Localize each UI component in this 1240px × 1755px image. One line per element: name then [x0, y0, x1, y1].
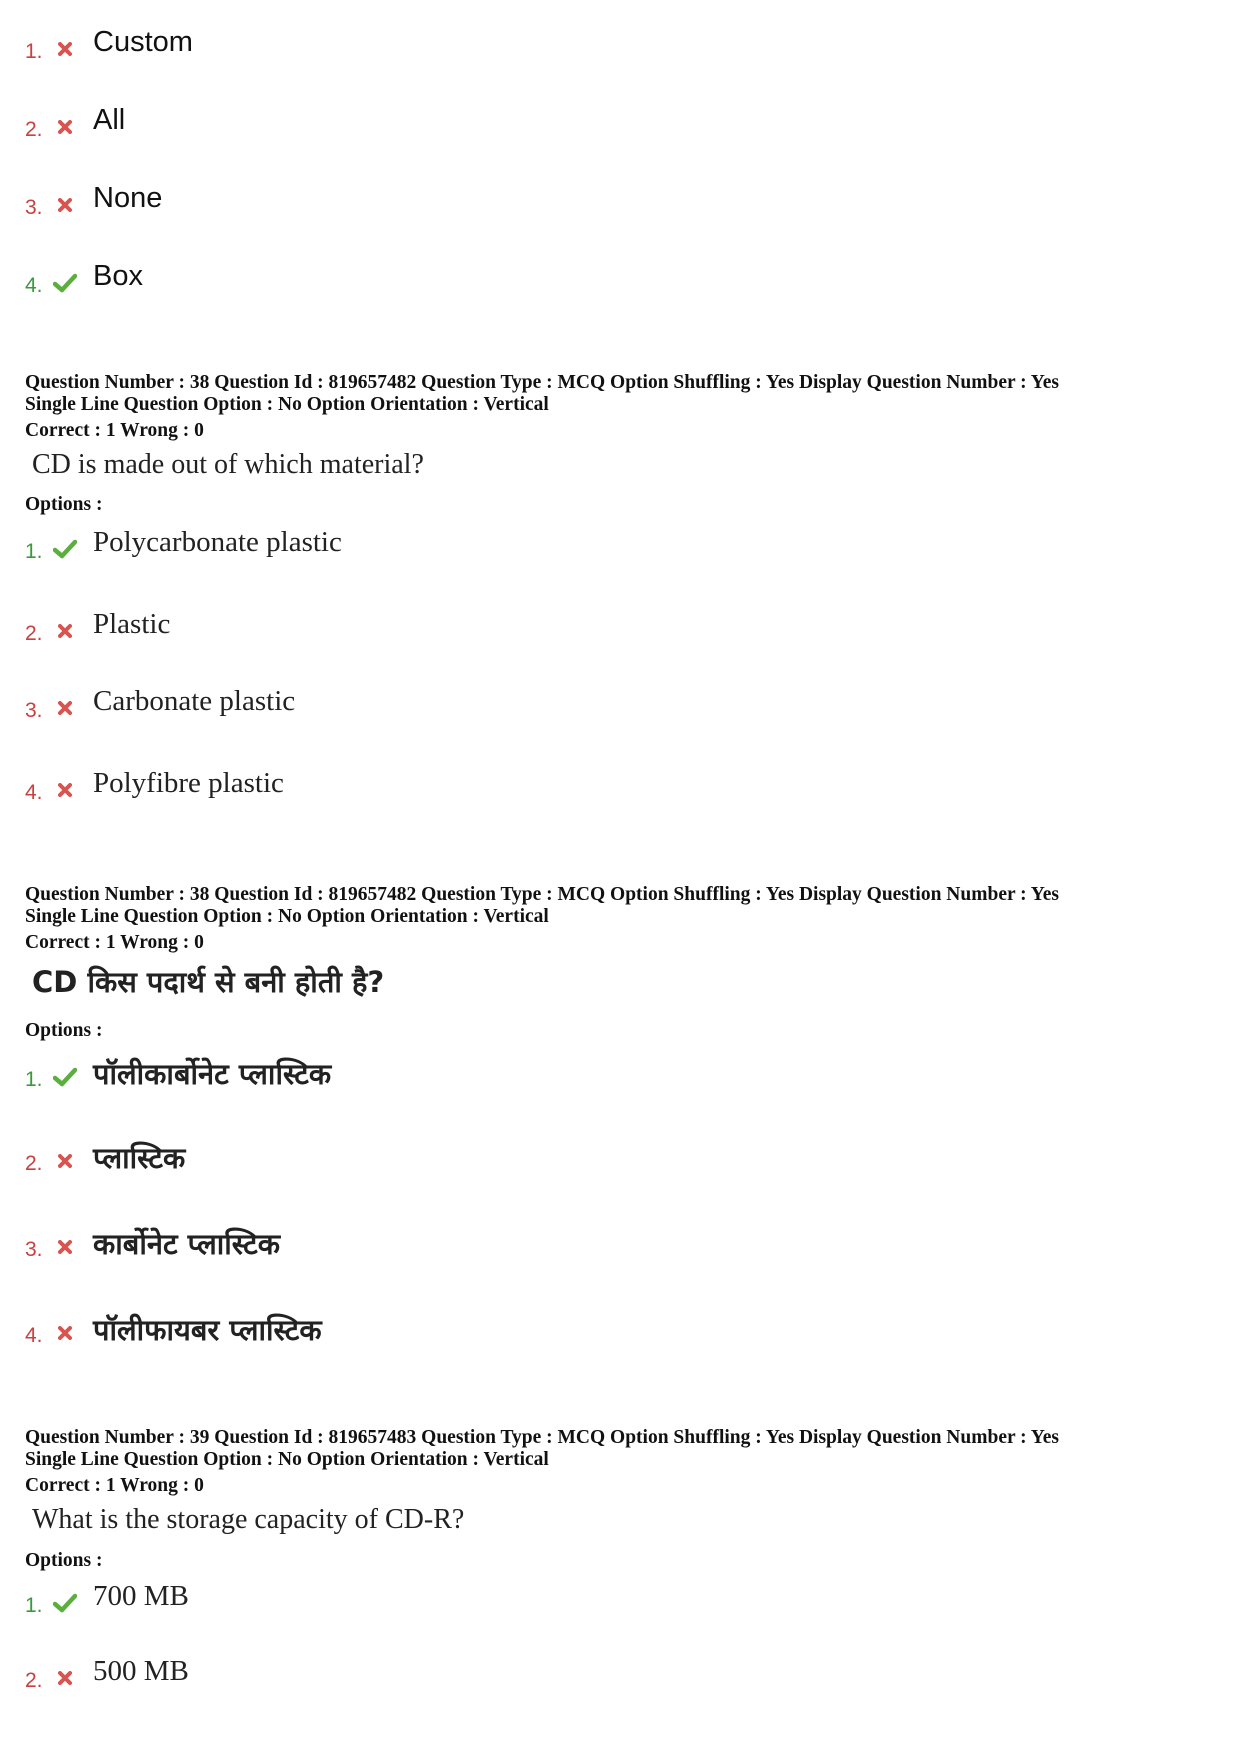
option-text: Custom	[93, 26, 193, 58]
option-number: 1.	[25, 1068, 43, 1091]
option-row	[25, 608, 925, 648]
check-icon	[52, 1590, 78, 1616]
question-meta-line-2: Single Line Question Option : No Option Orientation : Vertical	[25, 1449, 549, 1470]
marks-line: Correct : 1 Wrong : 0	[25, 1475, 204, 1496]
question-meta-line-1: Question Number : 39 Question Id : 819657483 Question Type : MCQ Option Shuffling : Yes Display Question Number : Yes	[25, 1427, 1059, 1448]
question-meta	[25, 1427, 1059, 1471]
question-text: CD is made out of which material?	[32, 449, 424, 480]
question-meta-line-1: Question Number : 38 Question Id : 819657482 Question Type : MCQ Option Shuffling : Yes Display Question Number : Yes	[25, 884, 1059, 905]
option-number: 3.	[25, 1238, 43, 1261]
options-label: Options :	[25, 1020, 103, 1041]
options-label: Options :	[25, 1550, 103, 1571]
option-number: 2.	[25, 118, 43, 141]
cross-icon	[52, 1665, 78, 1691]
option-row	[25, 1138, 925, 1178]
option-number: 2.	[25, 1669, 43, 1692]
check-icon	[52, 1064, 78, 1090]
option-text: Plastic	[93, 608, 171, 640]
option-number: 1.	[25, 40, 43, 63]
option-text: None	[93, 182, 163, 214]
option-number: 4.	[25, 274, 43, 297]
option-text: पॉलीकार्बोनेट प्लास्टिक	[93, 1057, 332, 1091]
option-text: पॉलीफायबर प्लास्टिक	[93, 1313, 322, 1347]
cross-icon	[52, 777, 78, 803]
cross-icon	[52, 618, 78, 644]
option-row	[25, 526, 925, 566]
option-text: Box	[93, 260, 143, 292]
cross-icon	[52, 192, 78, 218]
option-row	[25, 1054, 925, 1094]
question-meta-line-2: Single Line Question Option : No Option Orientation : Vertical	[25, 394, 549, 415]
option-row	[25, 685, 925, 725]
option-row	[25, 104, 925, 144]
cross-icon	[52, 695, 78, 721]
option-row	[25, 26, 925, 66]
option-row	[25, 767, 925, 807]
option-row	[25, 1655, 925, 1695]
check-icon	[52, 270, 78, 296]
marks-line: Correct : 1 Wrong : 0	[25, 420, 204, 441]
question-meta-line-2: Single Line Question Option : No Option Orientation : Vertical	[25, 906, 549, 927]
option-text: 700 MB	[93, 1580, 189, 1612]
option-number: 3.	[25, 196, 43, 219]
option-text: Polycarbonate plastic	[93, 526, 342, 558]
check-icon	[52, 536, 78, 562]
option-number: 4.	[25, 1324, 43, 1347]
question-meta	[25, 884, 1059, 928]
option-text: 500 MB	[93, 1655, 189, 1687]
cross-icon	[52, 114, 78, 140]
option-row	[25, 1224, 925, 1264]
option-text: Polyfibre plastic	[93, 767, 284, 799]
option-row	[25, 182, 925, 222]
question-meta-line-1: Question Number : 38 Question Id : 819657482 Question Type : MCQ Option Shuffling : Yes Display Question Number : Yes	[25, 372, 1059, 393]
cross-icon	[52, 36, 78, 62]
option-number: 3.	[25, 699, 43, 722]
marks-line: Correct : 1 Wrong : 0	[25, 932, 204, 953]
option-row	[25, 1310, 925, 1350]
option-number: 1.	[25, 1594, 43, 1617]
question-text: CD किस पदार्थ से बनी होती है?	[32, 965, 385, 999]
question-text: What is the storage capacity of CD-R?	[32, 1504, 465, 1535]
option-number: 2.	[25, 1152, 43, 1175]
options-label: Options :	[25, 494, 103, 515]
option-number: 2.	[25, 622, 43, 645]
option-row	[25, 1580, 925, 1620]
cross-icon	[52, 1320, 78, 1346]
option-text: कार्बोनेट प्लास्टिक	[93, 1227, 280, 1261]
option-text: All	[93, 104, 126, 136]
cross-icon	[52, 1148, 78, 1174]
cross-icon	[52, 1234, 78, 1260]
option-row	[25, 260, 925, 300]
option-text: Carbonate plastic	[93, 685, 296, 717]
option-number: 4.	[25, 781, 43, 804]
option-number: 1.	[25, 540, 43, 563]
option-text: प्लास्टिक	[93, 1141, 186, 1175]
question-meta	[25, 372, 1059, 416]
